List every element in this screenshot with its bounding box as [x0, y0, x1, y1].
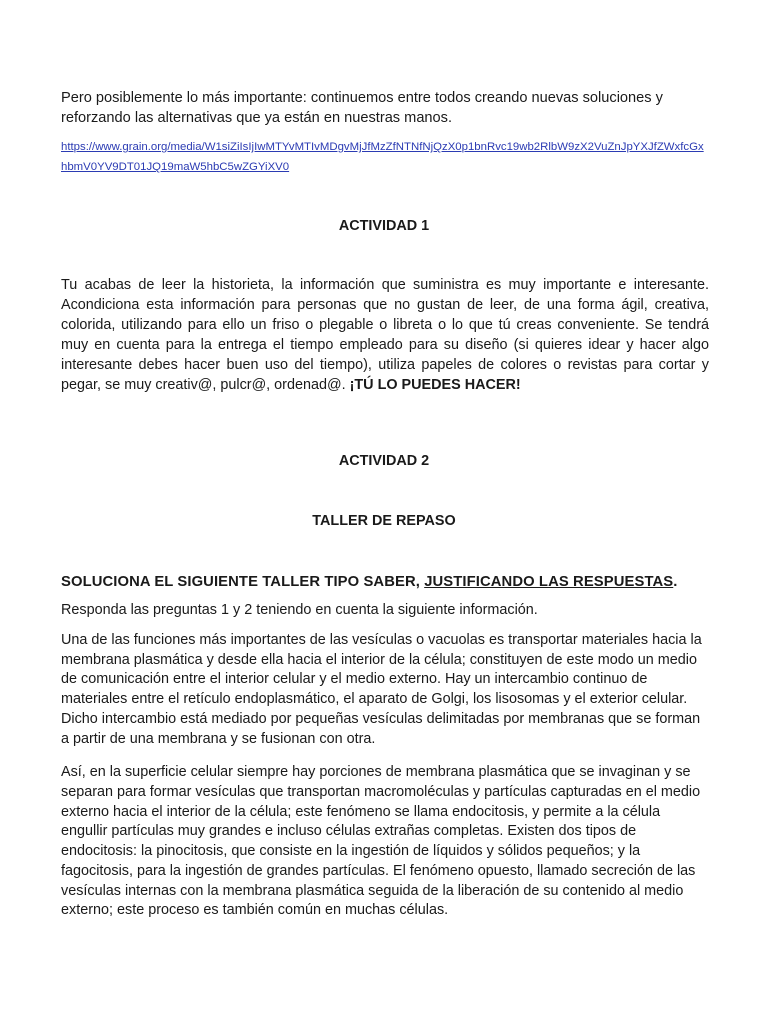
actividad-1-body [61, 276, 709, 395]
taller-heading: TALLER DE REPASO [312, 513, 456, 529]
actividad-1-heading: ACTIVIDAD 1 [338, 218, 430, 234]
vesicle-paragraph: Una de las funciones más importantes de las vesículas o vacuolas es transportar materiales hacia la membrana plasmática y desde ella hacia el interior de la célula; constituyen de este modo un medio de comunicación entre el interior celular y el medio externo. Hay un intercambio continuo de materiales entre el retículo endoplasmático, el aparato de Golgi, los lisosomas y el exterior celular. Dicho intercambio está mediado por pequeñas vesículas delimitadas por membranas que se forman a partir de una membrana y se fusionan con otra. [61, 632, 702, 747]
actividad-1-emphasis: ¡TÚ LO PUEDES HACER! [349, 376, 521, 393]
intro-paragraph: Pero posiblemente lo más importante: continuemos entre todos creando nuevas soluciones y reforzando las alternativas que ya están en nuestras manos. [61, 90, 663, 126]
actividad-1-text: Tu acabas de leer la historieta, la información que suministra es muy importante e interesante. Acondiciona esta información para personas que no gustan de leer, de una forma ágil, creativa, colorida, utilizando para ello un friso o plegable o libreta o lo que tú creas conveniente. Se tendrá muy en cuenta para la entrega el tiempo empleado para su diseño (si quieres idear y hacer algo interesante debes hacer buen uso del tiempo), utiliza papeles de colores o revistas para cortar y pegar, se muy creativ@, pulcr@, ordenad@. [61, 277, 709, 393]
grain-link[interactable]: https://www.grain.org/media/W1siZiIsIjIwMTYvMTIvMDgvMjJfMzZfNTNfNjQzX0p1bnRvc19wb2RlbW9zX2VuZnJpYXJfZWxfcGxhbmV0YV9DT01JQ19maW5hbC5wZGYiXV0 [61, 141, 704, 173]
actividad-2-heading: ACTIVIDAD 2 [338, 453, 430, 469]
endocytosis-paragraph: Así, en la superficie celular siempre hay porciones de membrana plasmática que se invaginan y se separan para formar vesículas que transportan macromoléculas y partículas capturadas en el medio externo hacia el interior de la célula; este fenómeno se llama endocitosis, y permite a la célula engullir partículas muy grandes e incluso células extrañas completas. Existen dos tipos de endocitosis: la pinocitosis, que consiste en la ingestión de líquidos y sólidos pequeños; y la fagocitosis, para la ingestión de grandes partículas. El fenómeno opuesto, llamado secreción de las vesículas internas con la membrana plasmática seguida de la liberación de su contenido al medio externo; este proceso es también común en muchas células. [61, 764, 701, 919]
instruction-text: SOLUCIONA EL SIGUIENTE TALLER TIPO SABER, [61, 574, 425, 590]
taller-instruction [61, 572, 709, 592]
instruction-period: . [673, 574, 678, 590]
respond-instruction: Responda las preguntas 1 y 2 teniendo en cuenta la siguiente información. [61, 602, 538, 618]
instruction-underlined: JUSTIFICANDO LAS RESPUESTAS [424, 574, 674, 590]
